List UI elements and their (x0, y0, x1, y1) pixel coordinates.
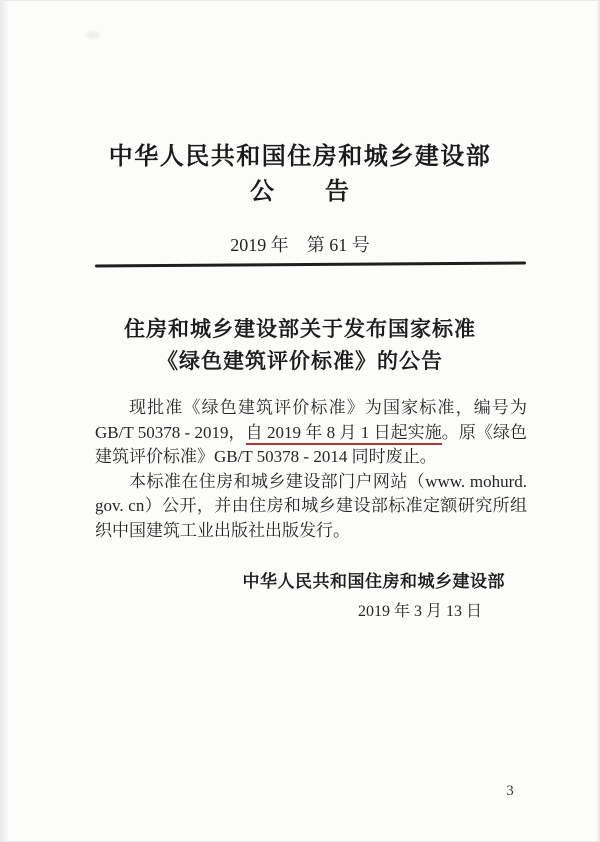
para1-text-before: 现批准《绿色建筑评价标准》为国家标准，编号为 GB/T 50378 - 2019， (95, 398, 527, 442)
announcement-heading: 公 告 (250, 179, 350, 205)
body-paragraph-2: 本标准在住房和城乡建设部门户网站（www. mohurd. gov. cn）公开，并由住房和城乡建设部标准定额研究所组织中国建筑工业出版社出版发行。 (95, 471, 527, 540)
para1-red-underlined-text: 自 2019 年 8 月 1 日起实施 (246, 423, 442, 445)
page-left-edge-shadow (0, 0, 9, 842)
header-divider-rule (95, 261, 526, 267)
ministry-title: 中华人民共和国住房和城乡建设部 (108, 144, 492, 170)
body-paragraph-1 (95, 396, 527, 470)
subtitle-line-1: 住房和城乡建设部关于发布国家标准 (124, 317, 476, 341)
page-number: 3 (506, 783, 514, 799)
announcement-body (95, 396, 527, 544)
page-right-edge-shadow (596, 0, 600, 842)
issuing-authority-signature: 中华人民共和国住房和城乡建设部 (242, 572, 505, 591)
para1-text-after: 。原《绿色建筑评价标准》GB/T 50378 - 2014 同时废止。 (95, 422, 528, 467)
document-number: 2019 年 第 61 号 (230, 235, 370, 255)
scan-smudge-artifact (86, 31, 100, 39)
subtitle-line-2: 《绿色建筑评价标准》的公告 (157, 349, 443, 373)
issue-date: 2019 年 3 月 13 日 (357, 603, 482, 620)
announcement-subtitle (84, 313, 516, 377)
